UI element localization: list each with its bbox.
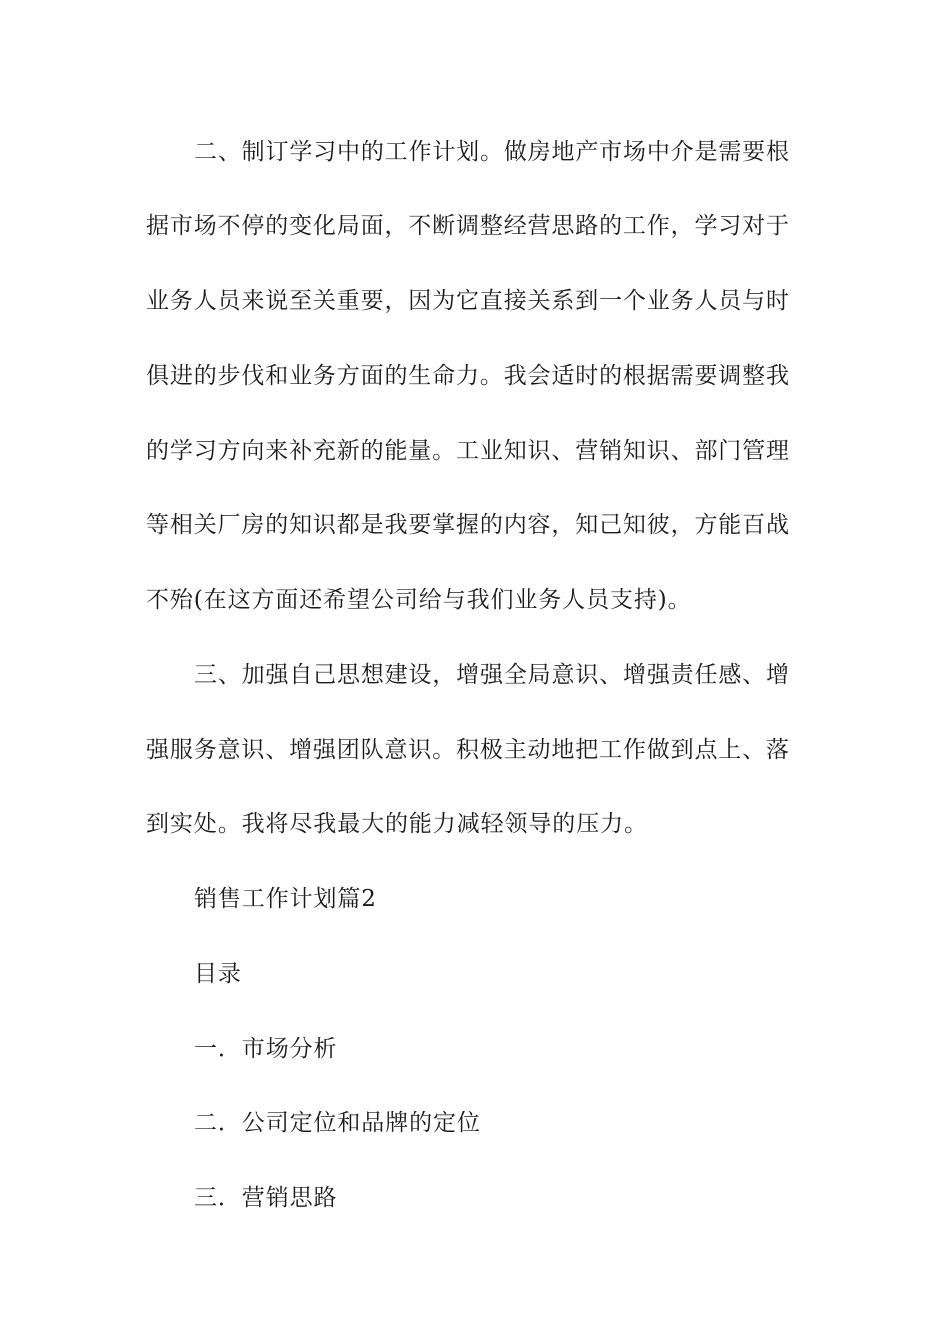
toc-item: 一．市场分析 (194, 1036, 338, 1062)
paragraph-line: 二、制订学习中的工作计划。做房地产市场中介是需要根 (194, 139, 789, 165)
paragraph-line: 业务人员来说至关重要，因为它直接关系到一个业务人员与时 (146, 288, 789, 314)
toc-item: 三．营销思路 (194, 1185, 338, 1211)
toc-item: 二．公司定位和品牌的定位 (194, 1110, 481, 1136)
section-title: 销售工作计划篇2 (194, 886, 377, 912)
toc-heading: 目录 (194, 961, 242, 987)
paragraph-line: 强服务意识、增强团队意识。积极主动地把工作做到点上、落 (146, 737, 789, 763)
paragraph-line: 不殆(在这方面还希望公司给与我们业务人员支持)。 (146, 587, 692, 613)
paragraph-line: 据市场不停的变化局面，不断调整经营思路的工作，学习对于 (146, 213, 789, 239)
paragraph-line: 三、加强自己思想建设，增强全局意识、增强责任感、增 (194, 662, 789, 688)
paragraph-line: 到实处。我将尽我最大的能力减轻领导的压力。 (146, 811, 648, 837)
paragraph-line: 俱进的步伐和业务方面的生命力。我会适时的根据需要调整我 (146, 363, 789, 389)
paragraph-line: 等相关厂房的知识都是我要掌握的内容，知己知彼，方能百战 (146, 512, 789, 538)
paragraph-line: 的学习方向来补充新的能量。工业知识、营销知识、部门管理 (146, 438, 789, 464)
